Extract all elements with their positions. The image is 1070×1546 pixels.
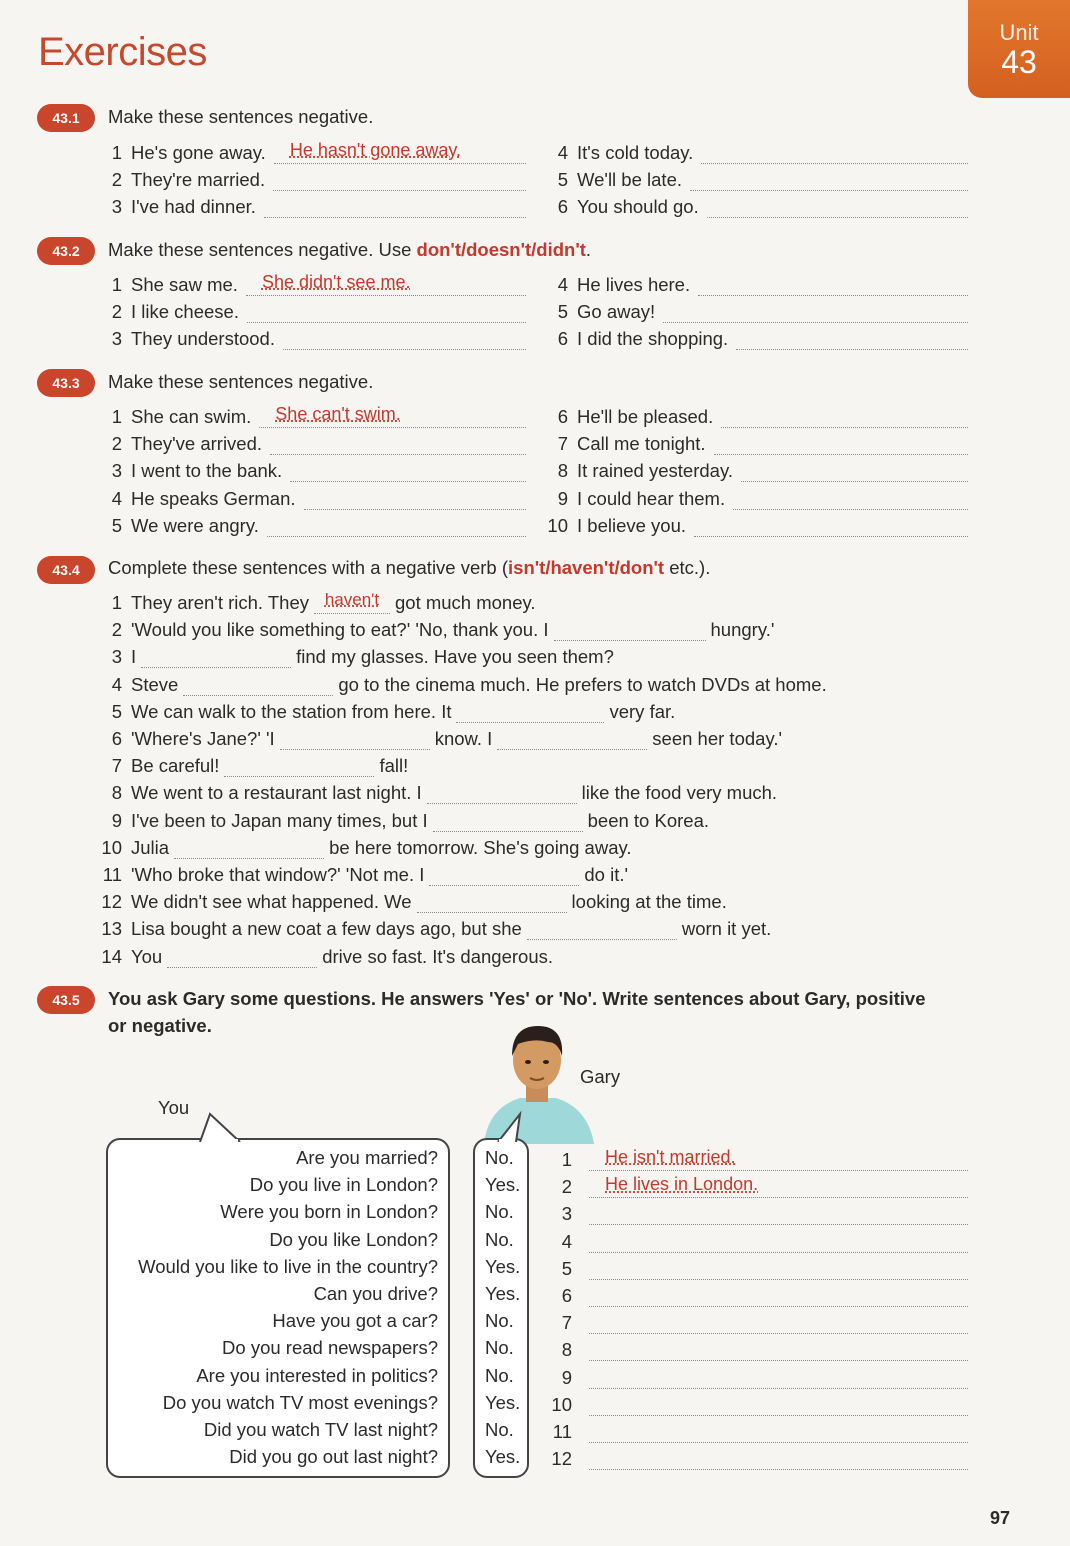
- answer-field[interactable]: [589, 1340, 968, 1361]
- answer-field[interactable]: [270, 434, 526, 455]
- exercise-item: [540, 1417, 968, 1443]
- answer-field[interactable]: [283, 329, 526, 350]
- exercise-instruction: You ask Gary some questions. He answers 'Yes' or 'No'. Write sentences about Gary, positive: [108, 988, 926, 1009]
- gap-blank[interactable]: [497, 727, 647, 750]
- gary-answer: No.: [485, 1201, 514, 1223]
- item-number: 3: [111, 196, 122, 218]
- exercise-item: [538, 270, 968, 296]
- exercise-item: [538, 429, 968, 455]
- page-number: 97: [990, 1508, 1011, 1528]
- answer-field[interactable]: [698, 275, 968, 296]
- exercise-item: [100, 511, 526, 537]
- item-number: 8: [561, 1339, 572, 1361]
- answer-field[interactable]: [714, 434, 968, 455]
- exercise-item: [540, 1335, 968, 1361]
- item-number: 4: [111, 487, 122, 509]
- gap-fill-item: [94, 860, 628, 886]
- item-number: 5: [557, 301, 568, 323]
- gap-blank[interactable]: [554, 618, 706, 641]
- answer-field[interactable]: [663, 302, 968, 323]
- answer-field[interactable]: [733, 489, 968, 510]
- exercise-item: [538, 402, 968, 428]
- gap-answer: haven't: [324, 590, 380, 609]
- gap-fill-item: [94, 697, 675, 723]
- item-number: 6: [557, 406, 568, 427]
- item-number: 8: [557, 460, 568, 482]
- exercise-item: [100, 402, 526, 428]
- item-number: 7: [561, 1312, 572, 1334]
- gap-fill-item: [94, 914, 771, 940]
- item-sentence: I believe you.: [577, 514, 687, 536]
- gap-blank[interactable]: [417, 890, 567, 913]
- item-number: 10: [547, 514, 568, 536]
- you-label: You: [158, 1097, 190, 1118]
- gary-answer: No.: [485, 1337, 514, 1359]
- exercise-instruction: Complete these sentences with a negative verb (isn't/haven't/don't etc.).: [108, 557, 711, 578]
- gap-blank[interactable]: [280, 727, 430, 750]
- exercise-item: [540, 1254, 968, 1280]
- gary-answer: Yes.: [485, 1446, 521, 1468]
- answer-field[interactable]: [589, 1232, 968, 1253]
- answer-text: She can't swim.: [275, 404, 401, 424]
- answer-field[interactable]: [274, 140, 526, 164]
- item-sentence: She saw me.: [131, 274, 238, 295]
- gary-bubble-tail: [496, 1110, 526, 1142]
- question: Are you married?: [296, 1147, 438, 1168]
- answer-field[interactable]: [273, 170, 526, 191]
- question: Did you watch TV last night?: [203, 1419, 438, 1440]
- unit-label: Unit: [999, 20, 1039, 45]
- answer-field[interactable]: [741, 461, 968, 482]
- item-sentence: It rained yesterday.: [577, 460, 733, 482]
- gary-answer: No.: [485, 1364, 514, 1386]
- item-number: 11: [102, 864, 122, 885]
- item-number: 1: [111, 274, 122, 295]
- item-number: 2: [111, 301, 122, 323]
- item-number: 6: [561, 1285, 572, 1306]
- item-text: 'Who broke that window?' 'Not me. I: [131, 864, 425, 885]
- item-number: 2: [111, 433, 122, 455]
- exercise-item: [100, 297, 526, 323]
- exercise-item: [538, 456, 968, 482]
- item-number: 5: [557, 169, 568, 191]
- gary-answer: Yes.: [485, 1174, 521, 1196]
- gary-answer: No.: [485, 1228, 514, 1250]
- answer-field[interactable]: [589, 1395, 968, 1416]
- item-number: 7: [557, 433, 568, 455]
- item-number: 5: [561, 1257, 572, 1279]
- item-text: I've been to Japan many times, but I: [131, 809, 428, 831]
- item-number: 9: [111, 809, 122, 831]
- item-text: worn it yet.: [681, 918, 772, 940]
- gap-blank[interactable]: [433, 809, 583, 832]
- item-number: 6: [111, 728, 122, 749]
- item-number: 8: [111, 782, 122, 804]
- item-sentence: I've had dinner.: [131, 196, 256, 218]
- answer-field[interactable]: [701, 143, 968, 164]
- unit-number: 43: [1001, 44, 1037, 80]
- answer-field[interactable]: [589, 1147, 968, 1171]
- exercise-item: [540, 1363, 968, 1389]
- item-sentence: He'll be pleased.: [577, 406, 714, 427]
- answer-text: He isn't married.: [605, 1147, 736, 1167]
- answer-field[interactable]: [589, 1449, 968, 1470]
- item-sentence: He speaks German.: [131, 487, 296, 509]
- gary-answer: No.: [485, 1147, 514, 1168]
- gap-fill-item: [94, 806, 709, 832]
- item-text: We didn't see what happened. We: [131, 891, 412, 913]
- item-text: You: [131, 945, 163, 967]
- item-sentence: They're married.: [131, 169, 266, 191]
- item-sentence: He lives here.: [577, 274, 691, 295]
- gap-blank[interactable]: [183, 673, 333, 696]
- question: Do you watch TV most evenings?: [162, 1391, 438, 1413]
- answer-field[interactable]: [589, 1313, 968, 1334]
- item-number: 11: [552, 1421, 572, 1442]
- gap-blank[interactable]: [167, 945, 317, 968]
- answer-field[interactable]: [589, 1422, 968, 1443]
- exercise-item: [538, 511, 968, 537]
- exercise-item: [540, 1199, 968, 1225]
- item-sentence: We'll be late.: [577, 169, 682, 191]
- item-sentence: We were angry.: [131, 514, 259, 536]
- exercise-item: [538, 138, 968, 164]
- answer-text: She didn't see me.: [261, 272, 411, 292]
- question: Are you interested in politics?: [196, 1364, 438, 1386]
- exercise-item: [100, 270, 526, 296]
- item-number: 10: [551, 1393, 572, 1415]
- item-number: 4: [561, 1230, 572, 1252]
- exercise-item: [100, 165, 526, 191]
- item-number: 14: [101, 945, 122, 967]
- item-number: 6: [557, 328, 568, 350]
- answer-field[interactable]: [707, 197, 968, 218]
- gap-fill-item: [94, 615, 774, 641]
- answer-field[interactable]: [264, 197, 526, 218]
- item-number: 1: [561, 1149, 572, 1170]
- item-text: very far.: [609, 700, 676, 722]
- exercise-badge: 43.3: [37, 369, 95, 397]
- gap-blank[interactable]: [224, 754, 374, 777]
- exercise-item: [540, 1281, 968, 1307]
- item-number: 2: [111, 619, 122, 641]
- item-text: hungry.': [710, 619, 775, 641]
- item-text: Be careful!: [131, 755, 220, 777]
- item-number: 12: [551, 1448, 572, 1470]
- item-text: find my glasses. Have you seen them?: [296, 646, 614, 668]
- answer-text: He lives in London.: [605, 1174, 759, 1195]
- item-text: been to Korea.: [587, 809, 709, 831]
- item-text: They aren't rich. They: [131, 592, 309, 613]
- item-text: drive so fast. It's dangerous.: [322, 945, 554, 967]
- item-sentence: You should go.: [577, 196, 699, 218]
- item-sentence: They've arrived.: [131, 433, 263, 455]
- item-sentence: I did the shopping.: [577, 328, 729, 350]
- exercise-item: [538, 297, 968, 323]
- item-text: looking at the time.: [571, 891, 727, 913]
- exercise-instruction: Make these sentences negative. Use don't/doesn't/didn't.: [108, 239, 592, 260]
- answer-field[interactable]: [259, 404, 526, 428]
- question: Were you born in London?: [220, 1201, 438, 1223]
- item-sentence: Call me tonight.: [577, 433, 706, 455]
- gap-fill-item: [94, 942, 553, 968]
- exercise-badge: 43.5: [37, 986, 95, 1014]
- question: Do you live in London?: [249, 1174, 438, 1196]
- item-number: 7: [111, 755, 122, 777]
- item-number: 9: [557, 487, 568, 509]
- item-number: 4: [557, 142, 568, 163]
- item-sentence: I went to the bank.: [131, 460, 283, 482]
- item-number: 3: [111, 646, 122, 668]
- gary-label: Gary: [580, 1066, 621, 1087]
- gary-answer: Yes.: [485, 1391, 521, 1413]
- item-number: 1: [111, 406, 122, 427]
- gap-fill-item: [94, 778, 777, 804]
- you-bubble-tail: [196, 1112, 246, 1142]
- gap-blank[interactable]: [141, 645, 291, 668]
- item-number: 4: [557, 274, 568, 295]
- answer-field[interactable]: [246, 272, 526, 296]
- item-text: Julia: [131, 836, 170, 858]
- item-number: 3: [111, 460, 122, 482]
- gap-blank[interactable]: [174, 836, 324, 859]
- exercise-item: [538, 192, 968, 218]
- item-number: 5: [111, 700, 122, 722]
- item-sentence: They understood.: [131, 328, 275, 350]
- unit-tab: [968, 0, 1070, 98]
- item-text: fall!: [379, 755, 409, 777]
- question: Did you go out last night?: [229, 1446, 438, 1468]
- item-sentence: He's gone away.: [131, 142, 266, 163]
- item-number: 2: [111, 169, 122, 191]
- question: Do you read newspapers?: [222, 1337, 438, 1359]
- gap-blank[interactable]: [427, 781, 577, 804]
- answer-field[interactable]: [589, 1259, 968, 1280]
- exercise-instruction: Make these sentences negative.: [108, 371, 374, 392]
- gap-fill-item: [94, 833, 632, 859]
- item-number: 5: [111, 514, 122, 536]
- answer-field[interactable]: [290, 461, 526, 482]
- answer-field[interactable]: [589, 1174, 968, 1198]
- item-number: 1: [111, 592, 122, 613]
- exercise-item: [100, 456, 526, 482]
- item-number: 10: [101, 836, 122, 858]
- item-sentence: I like cheese.: [131, 301, 239, 323]
- exercise-item: [538, 165, 968, 191]
- answer-field[interactable]: [736, 329, 968, 350]
- gap-fill-item: [94, 751, 408, 777]
- answer-field[interactable]: [304, 489, 526, 510]
- gap-blank[interactable]: [429, 863, 579, 886]
- item-text: seen her today.': [652, 728, 782, 749]
- item-text: know. I: [434, 728, 493, 749]
- question: Can you drive?: [313, 1283, 438, 1304]
- exercise-item: [540, 1308, 968, 1334]
- question: Do you like London?: [269, 1228, 438, 1250]
- exercise-instruction-cont: or negative.: [108, 1015, 212, 1036]
- exercise-item: [540, 1172, 968, 1198]
- item-text: Lisa bought a new coat a few days ago, but she: [131, 918, 522, 940]
- item-text: Steve: [131, 673, 179, 695]
- item-text: I: [131, 646, 137, 668]
- item-text: be here tomorrow. She's going away.: [329, 836, 632, 858]
- item-text: go to the cinema much. He prefers to watch DVDs at home.: [338, 673, 827, 695]
- exercise-item: [540, 1444, 968, 1470]
- exercise-item: [540, 1390, 968, 1416]
- item-text: We went to a restaurant last night. I: [131, 782, 422, 804]
- exercise-item: [538, 484, 968, 510]
- exercise-instruction: Make these sentences negative.: [108, 106, 374, 127]
- item-number: 3: [111, 328, 122, 350]
- gary-answer: Yes.: [485, 1283, 521, 1304]
- page-title: Exercises: [38, 30, 207, 74]
- gary-answer: No.: [485, 1310, 514, 1332]
- exercise-item: [100, 192, 526, 218]
- answer-text: He hasn't gone away.: [289, 140, 462, 160]
- item-text: got much money.: [395, 592, 536, 613]
- item-sentence: I could hear them.: [577, 487, 726, 509]
- item-number: 6: [557, 196, 568, 218]
- gap-fill-item: [94, 642, 614, 668]
- gap-fill-item: [94, 588, 536, 614]
- gap-blank[interactable]: [527, 917, 677, 940]
- gary-answer: Yes.: [485, 1255, 521, 1277]
- item-sentence: It's cold today.: [577, 142, 694, 163]
- item-text: We can walk to the station from here. It: [131, 700, 452, 722]
- gap-fill-item: [94, 887, 727, 913]
- answer-field[interactable]: [247, 302, 526, 323]
- exercise-item: [100, 484, 526, 510]
- question: Have you got a car?: [272, 1310, 438, 1332]
- question: Would you like to live in the country?: [138, 1255, 438, 1277]
- gap-blank[interactable]: [314, 591, 390, 614]
- exercise-badge: 43.4: [37, 556, 95, 584]
- exercise-item: [100, 138, 526, 164]
- answer-field[interactable]: [721, 407, 968, 428]
- exercise-item: [538, 324, 968, 350]
- item-number: 3: [561, 1203, 572, 1225]
- item-number: 12: [101, 891, 122, 913]
- exercise-item: [100, 429, 526, 455]
- gap-fill-item: [94, 724, 782, 750]
- exercise-badge: 43.1: [37, 104, 95, 132]
- answer-field[interactable]: [589, 1204, 968, 1225]
- gap-blank[interactable]: [456, 700, 604, 723]
- item-number: 2: [561, 1176, 572, 1198]
- gap-fill-item: [94, 670, 827, 696]
- item-number: 9: [561, 1366, 572, 1388]
- item-sentence: Go away!: [577, 301, 656, 323]
- item-number: 1: [111, 142, 122, 163]
- exercise-badge: 43.2: [37, 237, 95, 265]
- item-number: 4: [111, 673, 122, 695]
- exercise-item: [100, 324, 526, 350]
- exercise-item: [540, 1145, 968, 1171]
- item-text: do it.': [584, 864, 629, 885]
- item-text: like the food very much.: [581, 782, 778, 804]
- item-number: 13: [101, 918, 122, 940]
- item-text: 'Where's Jane?' 'I: [131, 728, 275, 749]
- item-text: 'Would you like something to eat?' 'No, thank you. I: [131, 619, 549, 641]
- answer-field[interactable]: [694, 516, 968, 537]
- answer-field[interactable]: [589, 1368, 968, 1389]
- gary-answer: No.: [485, 1419, 514, 1440]
- item-sentence: She can swim.: [131, 406, 252, 427]
- answer-field[interactable]: [267, 516, 526, 537]
- answer-field[interactable]: [690, 170, 968, 191]
- exercise-item: [540, 1227, 968, 1253]
- answer-field[interactable]: [589, 1286, 968, 1307]
